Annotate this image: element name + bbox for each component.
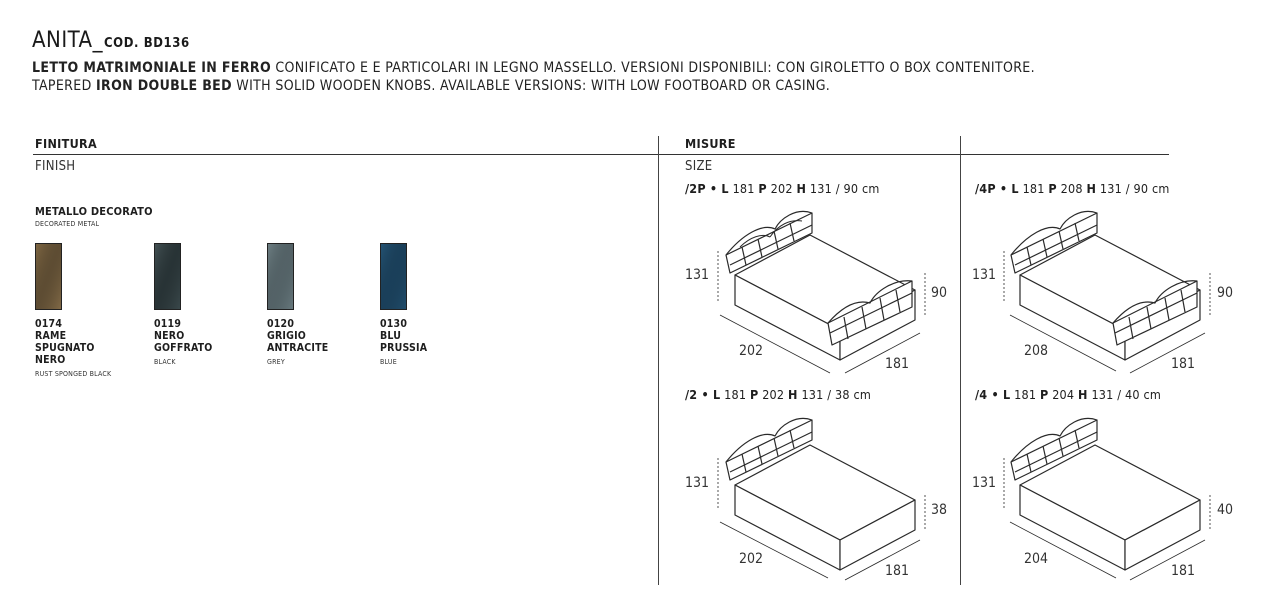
swatch-english-0119: BLACK <box>154 358 176 366</box>
size-code: /4 <box>975 387 988 402</box>
texture-swatch-icon <box>155 244 180 309</box>
size-label-p: P <box>1048 181 1057 196</box>
sizes-header: MISURE <box>685 136 736 151</box>
sizes-header-english: SIZE <box>685 159 713 174</box>
dim-height-front: 38 <box>931 502 948 518</box>
dim-width: 181 <box>885 356 910 372</box>
swatch-code: 0130 <box>380 318 408 330</box>
size-label-h: H <box>796 181 807 196</box>
size-value-h: 131 / 90 cm <box>1099 181 1170 196</box>
texture-swatch-icon <box>36 244 61 309</box>
size-value-p: 204 <box>1052 387 1075 402</box>
size-label-p: P <box>749 387 759 402</box>
dim-depth: 202 <box>739 551 764 567</box>
swatch-name-line: RAME <box>35 330 67 342</box>
size-label-h: H <box>1086 181 1097 196</box>
size-code: /2P <box>685 181 706 196</box>
finish-swatch-0119[interactable] <box>154 243 181 310</box>
dim-width: 181 <box>885 563 910 579</box>
size-value-l: 181 <box>1022 181 1045 196</box>
finish-group-title: METALLO DECORATO <box>35 205 153 218</box>
swatch-label-0174 <box>35 318 95 366</box>
size-code: /4P <box>975 181 996 196</box>
size-value-h: 131 / 40 cm <box>1091 387 1162 402</box>
dim-height-front: 90 <box>1217 285 1234 301</box>
description-italian-bold: LETTO MATRIMONIALE IN FERRO <box>32 60 272 76</box>
swatch-name-line: NERO <box>35 354 66 366</box>
dim-depth: 204 <box>1024 551 1049 567</box>
product-code: COD. BD136 <box>103 36 190 51</box>
bed-drawing-4 <box>970 400 1240 590</box>
dim-height-back: 131 <box>685 267 710 283</box>
dim-height-front: 90 <box>931 285 948 301</box>
size-spec-2p <box>685 181 880 196</box>
dim-height-front: 40 <box>1217 502 1234 518</box>
column-divider-right <box>960 136 961 585</box>
dim-width: 181 <box>1171 356 1196 372</box>
description-english <box>32 78 830 94</box>
size-value-p: 202 <box>762 387 785 402</box>
description-english-prefix: TAPERED <box>32 78 96 94</box>
swatch-name-line: NERO <box>154 330 185 342</box>
swatch-code: 0119 <box>154 318 182 330</box>
finish-swatch-0174[interactable] <box>35 243 62 310</box>
dim-depth: 202 <box>739 343 764 359</box>
size-code: /2 <box>685 387 698 402</box>
size-value-l: 181 <box>724 387 747 402</box>
dim-height-back: 131 <box>685 475 710 491</box>
size-label-p: P <box>1039 387 1049 402</box>
description-english-text: WITH SOLID WOODEN KNOBS. AVAILABLE VERSIONS: WITH LOW FOOTBOARD OR CASING. <box>231 78 831 94</box>
swatch-english-0120: GREY <box>267 358 285 366</box>
description-italian <box>32 60 1035 76</box>
size-value-h: 131 / 38 cm <box>801 387 872 402</box>
size-value-l: 181 <box>1014 387 1037 402</box>
swatch-english-0130: BLUE <box>380 358 397 366</box>
size-value-l: 181 <box>732 181 755 196</box>
dim-depth: 208 <box>1024 343 1049 359</box>
size-value-p: 208 <box>1060 181 1083 196</box>
size-label-h: H <box>1078 387 1088 402</box>
swatch-name-line: ANTRACITE <box>267 342 329 354</box>
swatch-code: 0174 <box>35 318 63 330</box>
finish-swatch-0130[interactable] <box>380 243 407 310</box>
dim-height-back: 131 <box>972 267 997 283</box>
size-separator: • <box>987 387 1003 402</box>
swatch-name-line: GRIGIO <box>267 330 307 342</box>
size-value-h: 131 / 90 cm <box>809 181 880 196</box>
swatch-name-line: GOFFRATO <box>154 342 213 354</box>
size-label-l: L <box>1011 181 1019 196</box>
dim-height-back: 131 <box>972 475 997 491</box>
finish-header: FINITURA <box>35 136 98 151</box>
size-separator: • <box>697 387 713 402</box>
bed-drawing-4p <box>970 195 1240 385</box>
sizes-divider <box>659 154 1169 155</box>
bed-drawing-2 <box>680 400 950 590</box>
swatch-label-0119 <box>154 318 213 354</box>
product-title <box>32 28 190 53</box>
finish-swatch-0120[interactable] <box>267 243 294 310</box>
size-separator: • <box>995 181 1012 196</box>
swatch-name-line: PRUSSIA <box>380 342 428 354</box>
size-spec-4p <box>975 181 1170 196</box>
product-name: ANITA_ <box>32 28 103 53</box>
column-divider-left <box>658 136 659 585</box>
size-label-p: P <box>758 181 767 196</box>
finish-group-subtitle: DECORATED METAL <box>35 220 100 228</box>
description-italian-text: CONIFICATO E E PARTICOLARI IN LEGNO MASSELLO. VERSIONI DISPONIBILI: CON GIROLETTO O BOX CONTENITORE. <box>271 60 1035 76</box>
size-separator: • <box>705 181 722 196</box>
finish-divider <box>33 154 658 155</box>
bed-drawing-2p <box>680 195 950 385</box>
size-label-l: L <box>1002 387 1011 402</box>
size-label-l: L <box>721 181 729 196</box>
size-label-l: L <box>712 387 721 402</box>
swatch-name-line: BLU <box>380 330 402 342</box>
swatch-english-0174: RUST SPONGED BLACK <box>35 370 112 378</box>
size-label-h: H <box>788 387 798 402</box>
dim-width: 181 <box>1171 563 1196 579</box>
size-value-p: 202 <box>770 181 793 196</box>
swatch-label-0120 <box>267 318 328 354</box>
swatch-name-line: SPUGNATO <box>35 342 95 354</box>
description-english-bold: IRON DOUBLE BED <box>95 78 232 94</box>
texture-swatch-icon <box>268 244 293 309</box>
texture-swatch-icon <box>381 244 406 309</box>
finish-header-english: FINISH <box>35 159 76 174</box>
swatch-code: 0120 <box>267 318 295 330</box>
swatch-label-0130 <box>380 318 427 354</box>
